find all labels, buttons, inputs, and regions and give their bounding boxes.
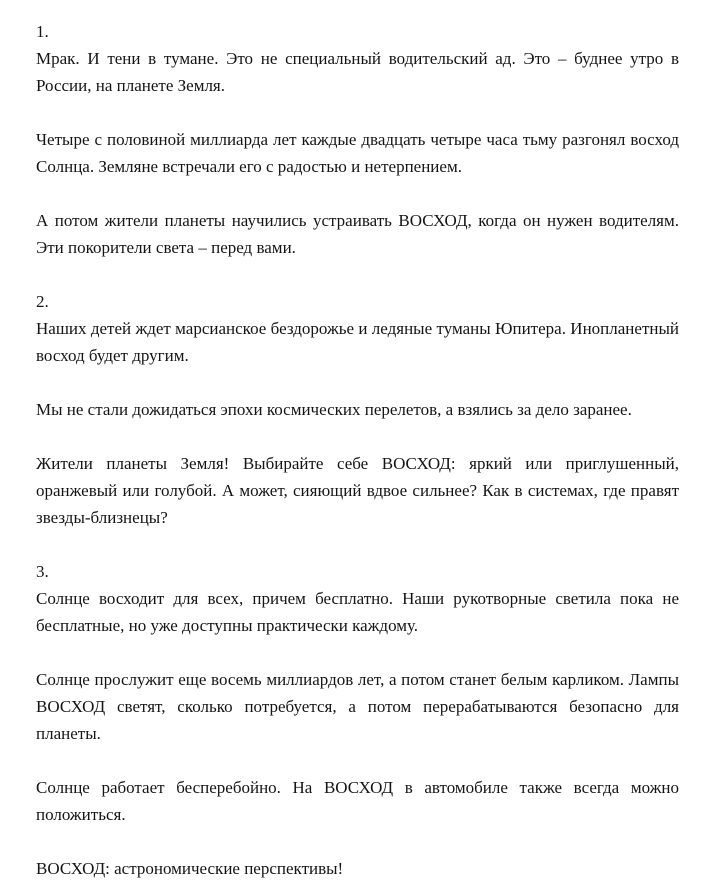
- paragraph-3-4-tagline: ВОСХОД: астрономические перспективы!: [36, 859, 344, 878]
- paragraph-1-3: А потом жители планеты научились устраивать ВОСХОД, когда он нужен водителям. Эти покорители света – перед вами.: [36, 211, 679, 257]
- paragraph-3-3: Солнце работает бесперебойно. На ВОСХОД в автомобиле также всегда можно положиться.: [36, 778, 679, 824]
- paragraph-1-2: Четыре с половиной миллиарда лет каждые двадцать четыре часа тьму разгонял восход Солнца. Земляне встречали его с радостью и нетерпением.: [36, 130, 679, 176]
- section-number-2: 2.: [36, 292, 49, 311]
- document-section-1: [36, 18, 679, 261]
- section-number-3: 3.: [36, 562, 49, 581]
- document-body: [36, 18, 679, 882]
- section-number-1: 1.: [36, 22, 49, 41]
- paragraph-2-2: Мы не стали дожидаться эпохи космических перелетов, а взялись за дело заранее.: [36, 400, 632, 419]
- document-section-2: [36, 288, 679, 531]
- paragraph-3-2: Солнце прослужит еще восемь миллиардов лет, а потом станет белым карликом. Лампы ВОСХОД светят, сколько потребуется, а потом перерабатываются безопасно для планеты.: [36, 670, 679, 743]
- document-section-3: [36, 558, 679, 882]
- paragraph-3-1: Солнце восходит для всех, причем бесплатно. Наши рукотворные светила пока не бесплатные, но уже доступны практически каждому.: [36, 589, 679, 635]
- paragraph-2-1: Наших детей ждет марсианское бездорожье и ледяные туманы Юпитера. Инопланетный восход будет другим.: [36, 319, 679, 365]
- paragraph-1-1: Мрак. И тени в тумане. Это не специальный водительский ад. Это – буднее утро в России, на планете Земля.: [36, 49, 679, 95]
- paragraph-2-3: Жители планеты Земля! Выбирайте себе ВОСХОД: яркий или приглушенный, оранжевый или голубой. А может, сияющий вдвое сильнее? Как в системах, где правят звезды-близнецы?: [36, 454, 679, 527]
